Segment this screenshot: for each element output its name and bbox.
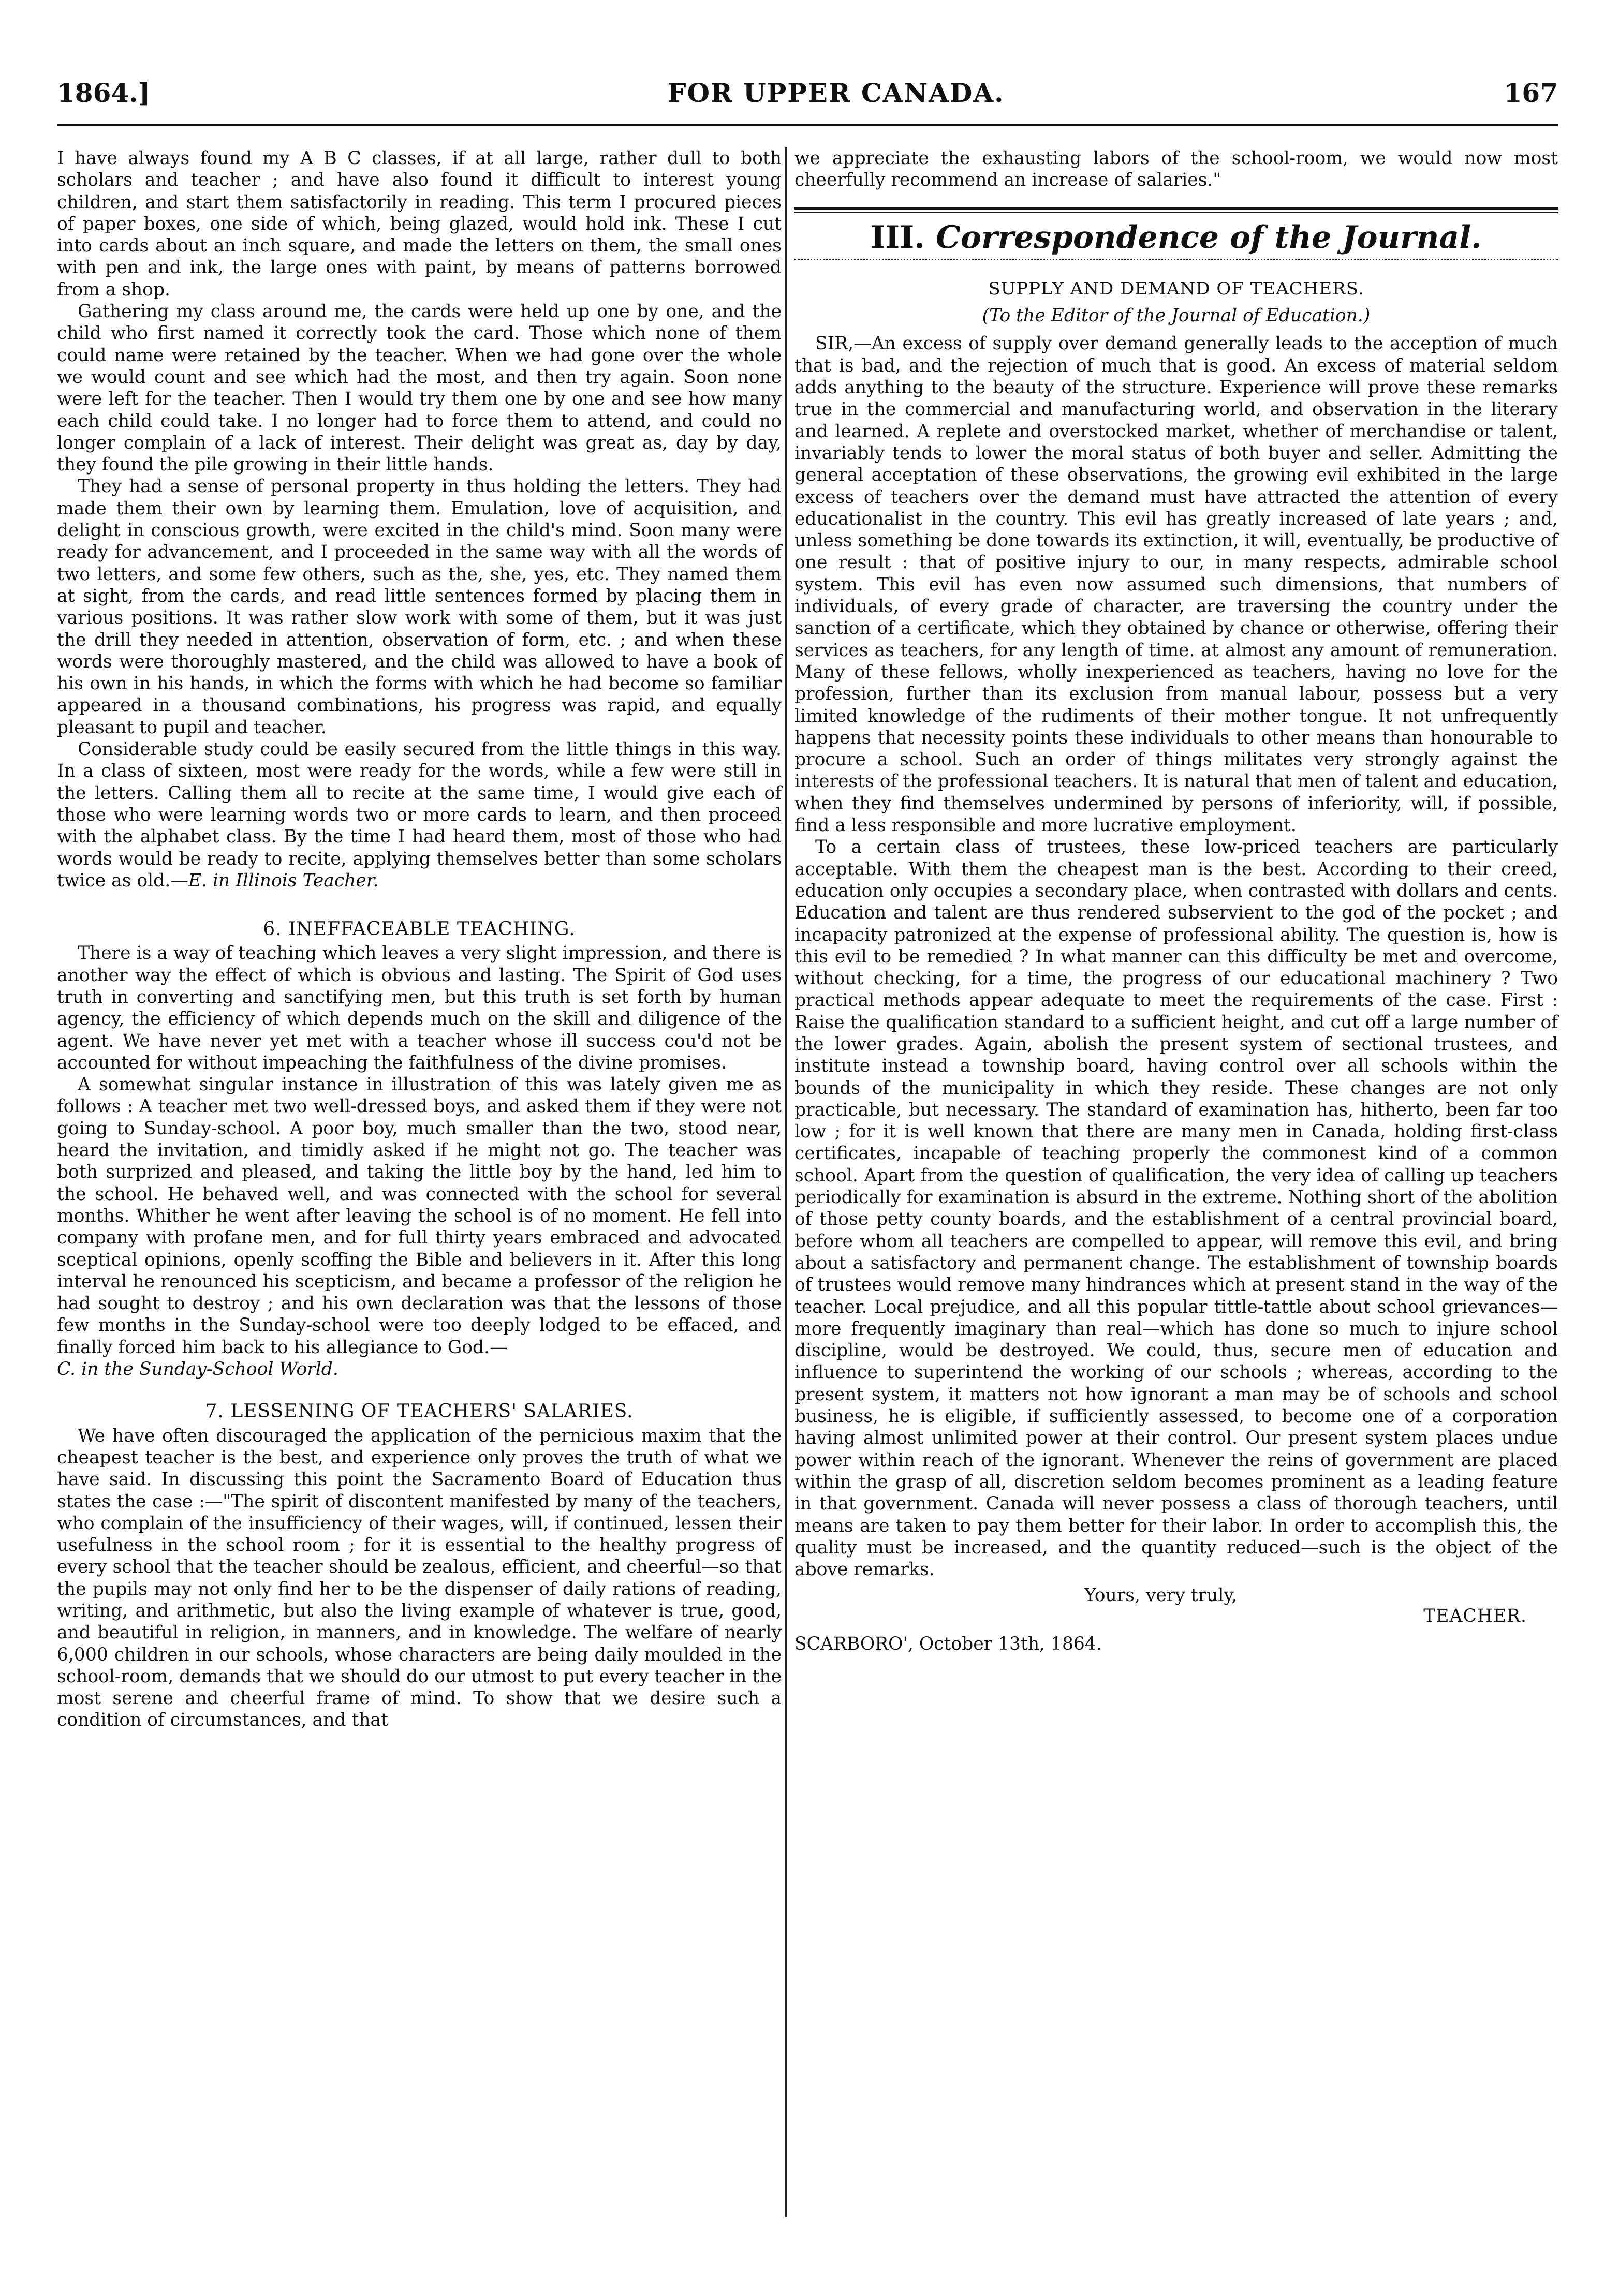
dateline: SCARBORO', October 13th, 1864. (794, 1634, 1102, 1655)
abc-signature: —E. in Illinois Teacher. (170, 870, 379, 891)
left-column (57, 147, 782, 1731)
letter-closing (794, 1584, 1558, 1631)
section-6-heading: 6. INEFFACEABLE TEACHING. (263, 919, 576, 940)
section-7-heading: 7. LESSENING OF TEACHERS' SALARIES. (205, 1401, 634, 1423)
page-number: 167 (1504, 78, 1558, 108)
section-6-paragraph: There is a way of teaching which leaves a very slight impression, and there is another way the effect of which is obvious and lasting. The Spirit of God uses truth in converting and sanctifying men, but this truth is set forth by human agency, the efficiency of which depends much on the skill and diligence of the agent. We have never yet met with a teacher whose ill success cou'd not be accounted for without impeaching the faithfulness of the divine promises. (57, 943, 782, 1073)
continuation-paragraph: we appreciate the exhausting labors of the school-room, we would now most cheerfully recommend an increase of salaries." (794, 148, 1558, 191)
right-column (794, 147, 1558, 1655)
part-title-text: Correspondence of the Journal. (936, 219, 1482, 256)
header-title: FOR UPPER CANADA. (668, 78, 1005, 108)
abc-paragraph: I have always found my A B C classes, if at all large, rather dull to both scholars and teacher ; and have also found it difficult to interest young children, and start them satisfactorily in reading. This term I procured pieces of paper boxes, one side of which, being glazed, would hold ink. These I cut into cards about an inch square, and made the letters on them, the small ones with pen and ink, the large ones with paint, by means of patterns borrowed from a shop. (57, 148, 782, 300)
part-title (794, 219, 1558, 256)
header-year: 1864.] (57, 78, 151, 108)
article-heading: SUPPLY AND DEMAND OF TEACHERS. (988, 278, 1364, 299)
page-header (57, 78, 1558, 124)
abc-paragraph: They had a sense of personal property in thus holding the letters. They had made them their own by learning them. Emulation, love of acquisition, and delight in conscious growth, were excited in the child's mind. Soon many were ready for advancement, and I proceeded in the same way with all the words of two letters, and some few others, such as the, she, yes, etc. They named them at sight, from the cards, and read little sentences formed by placing them in various positions. It was rather slow work with some of them, but it was just the drill they needed in attention, observation of form, etc. ; and when these words were thoroughly mastered, and the child was allowed to have a book of his own in his hands, in which the forms with which he had become so familiar appeared in a thousand combinations, his progress was rapid, and equally pleasant to pupil and teacher. (57, 476, 782, 738)
double-rule (794, 207, 1558, 213)
column-divider (785, 147, 787, 2217)
abc-paragraph-text: Considerable study could be easily secured from the little things in this way. In a class of sixteen, most were ready for the words, while a few were still in the letters. Calling them all to recite at the same time, I would give each of those who were learning words two or more cards to learn, and then proceed with the alphabet class. By the time I had heard them, most of those who had words would be ready to recite, applying themselves better than some scholars twice as old. (57, 739, 782, 891)
part-title-number: III. (871, 219, 925, 256)
header-rule (57, 124, 1558, 126)
editor-line: (To the Editor of the Journal of Education.) (982, 305, 1371, 327)
section-7-paragraph: We have often discouraged the application of the pernicious maxim that the cheapest teacher is the best, and experience only proves the truth of what we have said. In discussing this point the Sacramento Board of Education thus states the case :—"The spirit of discontent manifested by many of the teachers, who complain of the insufficiency of their wages, will, if continued, lessen their usefulness in the school room ; for it is essential to the healthy progress of every school that the teacher should be zealous, efficient, and cheerful—so that the pupils may not only find her to be the dispenser of daily rations of reading, writing, and arithmetic, but also the living example of whatever is true, good, and beautiful in religion, in manners, and in knowledge. The welfare of nearly 6,000 children in our schools, whose characters are being daily moulded in the school-room, demands that we should do our utmost to put every teacher in the most serene and cheerful frame of mind. To show that we desire such a condition of circumstances, and that (57, 1425, 782, 1731)
abc-paragraph: Gathering my class around me, the cards were held up one by one, and the child who first named it correctly took the card. Those which none of them could name were retained by the teacher. When we had gone over the whole we would count and see which had the most, and then try again. Soon none were left for the teacher. Then I would try them one by one and see how many each child could take. I no longer had to force them to attend, and could no longer complain of a lack of interest. Their delight was great as, day by day, they found the pile growing in their little hands. (57, 301, 782, 476)
letter-paragraph: To a certain class of trustees, these low-priced teachers are particularly acceptable. With them the cheapest man is the best. According to their creed, education only occupies a secondary place, when contrasted with dollars and cents. Education and talent are thus rendered subservient to the god of the pocket ; and incapacity patronized at the expense of professional ability. The question is, how is this evil to be remedied ? In what manner can this difficulty be met and overcome, without checking, for a time, the progress of our educational machinery ? Two practical methods appear adequate to meet the requirements of the case. First : Raise the qualification standard to a sufficient height, and cut off a large number of the lower grades. Again, abolish the present system of sectional trustees, and institute instead a township board, having control over all schools within the bounds of the municipality in which they reside. These changes are not only practicable, but necessary. The standard of examination has, hitherto, been far too low ; for it is well known that there are many men in Canada, holding first-class certificates, incapable of teaching properly the commonest kind of a common school. Apart from the question of qualification, the very idea of calling up teachers periodically for examination is absurd in the extreme. Nothing short of the abolition of those petty county boards, and the establishment of a central provincial board, before whom all teachers are compelled to appear, will remove this evil, and bring about a satisfactory and permanent change. The establishment of township boards of trustees would remove many hindrances which at present stand in the way of the teacher. Local prejudice, and all this popular tittle-tattle about school grievances—more frequently imaginary than real—which has done so much to injure school discipline, would be destroyed. We could, thus, secure men of education and influence to superintend the working of our schools ; whereas, according to the present system, it matters not how ignorant a man may be of schools and school business, he is eligible, if sufficiently assessed, to become one of a corporation having almost unlimited power at their control. Our present system places undue power within reach of the ignorant. Whenever the reins of government are placed within the grasp of all, discretion seldom becomes prominent as a leading feature in that government. Canada will never possess a class of thorough teachers, until means are taken to pay them better for their labor. In order to accomplish this, the quality must be increased, and the quantity reduced—such is the object of the above remarks. (794, 837, 1558, 1580)
letter-paragraph: SIR,—An excess of supply over demand generally leads to the acception of much that is bad, and the rejection of much that is good. An excess of material seldom adds anything to the beauty of the structure. Experience will prove these remarks true in the commercial and manufacturing world, and observation in the literary and learned. A replete and overstocked market, whether of merchandise or talent, invariably tends to lower the moral status of both buyer and seller. Admitting the general acceptation of these observations, the growing evil exhibited in the large excess of teachers over the demand must have attracted the attention of every educationalist in the country. This evil has greatly increased of late years ; and, unless something be done towards its extinction, it will, eventually, be productive of one result : that of positive injury to our, in many respects, admirable school system. This evil has even now assumed such dimensions, that numbers of individuals, of every grade of character, are traversing the country under the sanction of a certificate, which they obtained by chance or otherwise, offering their services as teachers, for any length of time. at almost any amount of remuneration. Many of these fellows, wholly inexperienced as teachers, having no love for the profession, further than its exclusion from manual labour, possess but a very limited knowledge of the rudiments of their mother tongue. It not unfrequently happens that necessity points these individuals to other means than honourable to procure a school. Such an order of things militates very strongly against the interests of the professional teachers. It is natural that men of talent and education, when they find themselves undermined by persons of inferiority, will, if possible, find a less responsible and more lucrative employment. (794, 333, 1558, 836)
section-6-signature: C. in the Sunday-School World. (57, 1359, 338, 1380)
closing-salutation: Yours, very truly, (1084, 1585, 1238, 1606)
section-6-paragraph: A somewhat singular instance in illustration of this was lately given me as follows : A teacher met two well-dressed boys, and asked them if they were not going to Sunday-school. A poor boy, much smaller than the two, stood near, heard the invitation, and timidly asked if he might not go. The teacher was both surprized and pleased, and taking the little boy by the hand, led him to the school. He behaved well, and was connected with the school for several months. Whither he went after leaving the school is of no moment. He fell into company with profane men, and for full thirty years embraced and advocated sceptical opinions, openly scoffing the Bible and believers in it. After this long interval he renounced his scepticism, and became a professor of the religion he had sought to destroy ; and his own declaration was that the lessons of those few months in the Sunday-school were too deeply lodged to be effaced, and finally forced him back to his allegiance to God.— (57, 1074, 782, 1358)
abc-paragraph (57, 738, 782, 892)
signature: TEACHER. (1423, 1606, 1527, 1627)
